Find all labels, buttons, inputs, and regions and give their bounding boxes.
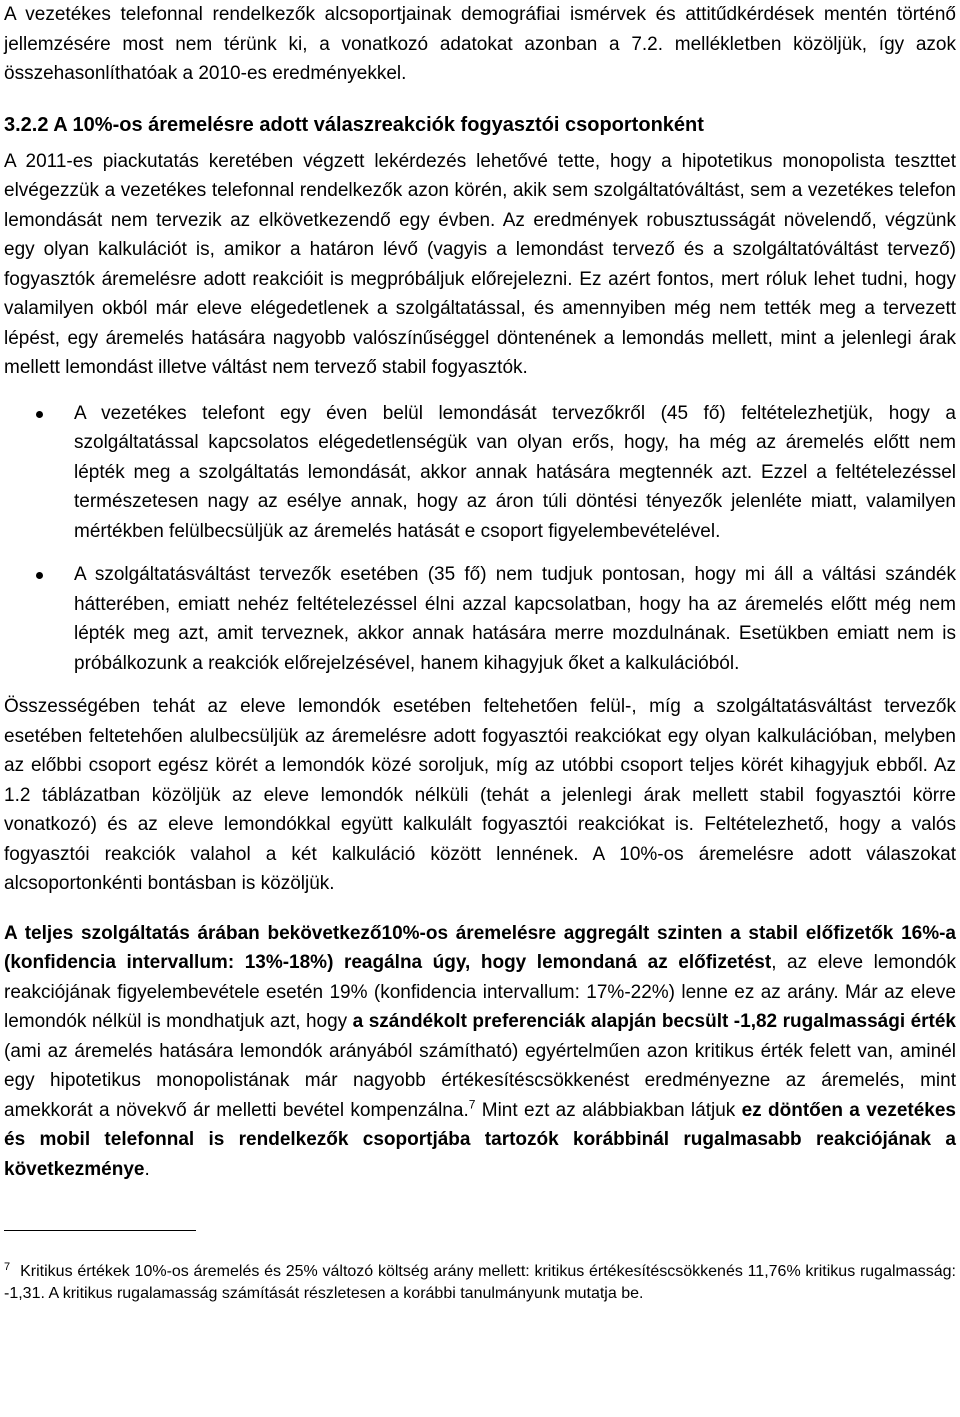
summary-paragraph: Összességében tehát az eleve lemondók esetében feltehetően felül-, míg a szolgáltatásváltást tervezők esetében feltetehően alulbecsüljük az áremelésre adott fogyasztói reakciókat egy olyan kalkulációban, melyben az előbbi csoport egész körét a lemondók közé soroljuk, míg az utóbbi csoport teljes körét kihagyjuk ebből. Az 1.2 táblázatban közöljük az eleve lemondók nélküli (tehát a jelenlegi árak mellett stabil fogyasztói körre vonatkozó) és az eleve lemondókkal együtt kalkulált fogyasztói reakciókat is. Feltételezhető, hogy a valós fogyasztói reakciók valahol a két kalkuláció között lennének. A 10%-os áremelésre adott válaszokat alcsoportonkénti bontásban is közöljük.	[4, 696, 956, 894]
body-paragraph-1: A 2011-es piackutatás keretében végzett lekérdezés lehetővé tette, hogy a hipotetikus monopolista teszttet elvégezzük a vezetékes telefonnal rendelkezők azon körén, akik sem szolgáltatóváltást, sem a vezetékes telefon lemondását nem tervezik az elkövetkezendő egy évben. Az eredmények robusztusságát növelendő, végzünk egy olyan kalkulációt is, amikor a határon lévő (vagyis a lemondást tervező és a szolgáltatóváltást tervező) fogyasztók áremelésre adott reakcióit is megpróbáljuk előrejelezni. Ez azért fontos, mert róluk lehet tudni, hogy valamilyen okból már eleve elégedetlenek a szolgáltatással, és amennyiben még nem tették meg a tervezett lépést, egy áremelés hatására nagyobb valószínűséggel döntenének a lemondás mellett, mint a jelenlegi árak mellett lemondást illetve váltást nem tervező stabil fogyasztók.	[4, 150, 956, 378]
conclusion-paragraph	[4, 919, 956, 1185]
bullet-item	[4, 399, 956, 547]
conclusion-bold-1: A teljes szolgáltatás árában bekövetkező10%-os áremelésre aggregált szinten a stabil előfizetők 16%-a (konfidencia intervallum: 13%-18%) reagálna úgy, hogy lemondaná az előfizetést	[4, 922, 956, 973]
footnote-text: Kritikus értékek 10%-os áremelés és 25% változó költség arány mellett: kritikus értékesítéscsökkenés 11,76% kritikus rugalmasság: -1,31. A kritikus rugalamasság számítását részletesen a korábbi tanulmányunk mutatja be.	[4, 1263, 956, 1302]
intro-paragraph: A vezetékes telefonnal rendelkezők alcsoportjainak demográfiai ismérvek és attitűdkérdések mentén történő jellemzésére most nem térünk ki, a vonatkozó adatokat azonban a 7.2. mellékletben közöljük, így azok összehasonlíthatóak a 2010-es eredményekkel.	[4, 4, 956, 84]
bullet-text: A vezetékes telefont egy éven belül lemondását tervezőkről (45 fő) feltételezhetjük, hogy a szolgáltatással kapcsolatos elégedetlenségük van olyan erős, hogy, ha még az áremelés előtt nem lépték meg a szolgáltatás lemondását, akkor annak hatására megtennék azt. Ezzel a feltételezéssel természetesen nagy az esélye annak, hogy az áron túli döntési tényezők jelenléte miatt, valamilyen mértékben felülbecsüljük az áremelés hatását e csoport figyelembevételével.	[74, 402, 956, 542]
section-heading: 3.2.2 A 10%-os áremelésre adott válaszreakciók fogyasztói csoportonként	[4, 113, 704, 136]
footnote-reference[interactable]: 7	[468, 1097, 476, 1112]
footnote-number: 7	[4, 1260, 11, 1273]
bullet-dot-icon	[36, 572, 43, 579]
bullet-list	[4, 399, 956, 679]
bullet-dot-icon	[36, 411, 43, 418]
conclusion-text-3: Mint ezt az alábbiakban látjuk	[475, 1099, 742, 1121]
conclusion-bold-3: ez döntően a vezetékes és mobil telefonnal is rendelkezők csoportjába tartozók korábbinál rugalmasabb reakciójának a következménye	[4, 1099, 956, 1180]
conclusion-text-2: (ami az áremelés hatására lemondók arányából számítható) egyértelműen azon kritikus érték felett van, aminél egy hipotetikus monopolistának már nagyobb értékesítéscsökkenést eredményezne az áremelés, mint amekkorát a növekvő ár melletti bevétel kompenzálna.	[4, 1040, 956, 1121]
conclusion-text-4: .	[144, 1158, 150, 1180]
bullet-item	[4, 560, 956, 678]
bullet-text: A szolgáltatásváltást tervezők esetében (35 fő) nem tudjuk pontosan, hogy mi áll a váltási szándék hátterében, emiatt nehéz feltételezéssel élni azzal kapcsolatban, hogy ha az áremelés előtt még nem lépték meg azt, amit terveznek, akkor annak hatására merre mozdulnának. Esetükben emiatt nem is próbálkozunk a reakciók előrejelzésével, hanem kihagyjuk őket a kalkulációból.	[74, 564, 956, 674]
conclusion-bold-2: a szándékolt preferenciák alapján becsült -1,82 rugalmassági érték	[352, 1011, 956, 1032]
footnote	[4, 1261, 956, 1305]
conclusion-text-1: , az eleve lemondók reakciójának figyelembevétele esetén 19% (konfidencia intervallum: 17%-22%) lenne ez az arány. Már az eleve lemondók nélkül is mondhatjuk azt, hogy	[4, 952, 956, 1032]
footnote-divider	[4, 1230, 196, 1231]
